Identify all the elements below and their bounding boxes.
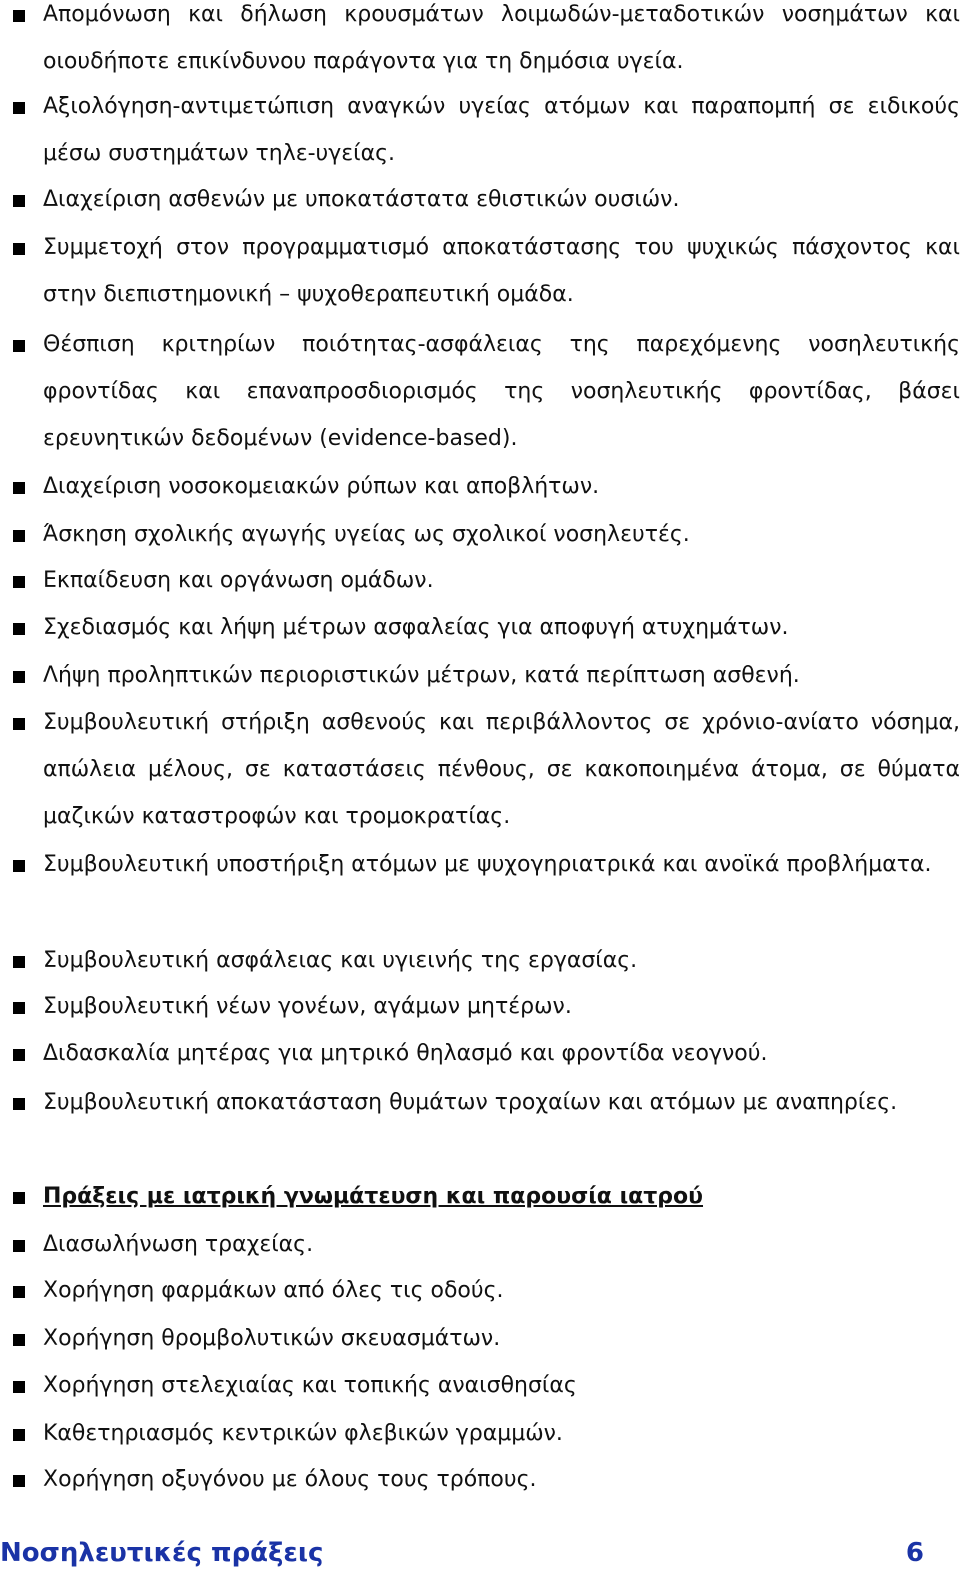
square-bullet-icon — [13, 1429, 25, 1441]
list-item-text: Διδασκαλία μητέρας για μητρικό θηλασμό και φροντίδα νεογνού. — [43, 1041, 768, 1066]
square-bullet-icon — [13, 102, 25, 114]
page-number: 6 — [905, 1538, 924, 1568]
square-bullet-icon — [13, 195, 25, 207]
list-item-text: Συμβουλευτική ασφάλειας και υγιεινής της εργασίας. — [43, 948, 638, 973]
list-item-text: Διασωλήνωση τραχείας. — [43, 1232, 314, 1257]
square-bullet-icon — [13, 1334, 25, 1346]
square-bullet-icon — [13, 340, 25, 352]
list-item-text: Χορήγηση θρομβολυτικών σκευασμάτων. — [43, 1326, 501, 1351]
list-item-text: Διαχείριση νοσοκομειακών ρύπων και αποβλήτων. — [43, 474, 600, 499]
list-item-text: Σχεδιασμός και λήψη μέτρων ασφαλείας για αποφυγή ατυχημάτων. — [43, 615, 789, 640]
list-item-text: Απομόνωση και δήλωση κρουσμάτων λοιμωδών-μεταδοτικών νοσημάτων και οιουδήποτε επικίνδυνου παράγοντα για τη δημόσια υγεία. — [43, 2, 960, 74]
square-bullet-icon — [13, 956, 25, 968]
square-bullet-icon — [13, 530, 25, 542]
list-item-text: Χορήγηση στελεχιαίας και τοπικής αναισθησίας — [43, 1373, 577, 1398]
list-item-text: Διαχείριση ασθενών με υποκατάστατα εθιστικών ουσιών. — [43, 187, 680, 212]
square-bullet-icon — [13, 623, 25, 635]
list-item-text: Συμβουλευτική στήριξη ασθενούς και περιβάλλοντος σε χρόνιο-ανίατο νόσημα, απώλεια μέλους, σε καταστάσεις πένθους, σε κακοποιημένα άτομα, σε θύματα μαζικών καταστροφών και τρομοκρατίας. — [43, 710, 960, 829]
square-bullet-icon — [13, 1286, 25, 1298]
list-item-text: Συμβουλευτική νέων γονέων, αγάμων μητέρων. — [43, 994, 572, 1019]
square-bullet-icon — [13, 1192, 25, 1204]
list-item-text: Χορήγηση οξυγόνου με όλους τους τρόπους. — [43, 1467, 537, 1492]
footer-title: Νοσηλευτικές πράξεις — [0, 1538, 324, 1568]
list-item-text: Εκπαίδευση και οργάνωση ομάδων. — [43, 568, 434, 593]
list-item-text: Λήψη προληπτικών περιοριστικών μέτρων, κατά περίπτωση ασθενή. — [43, 663, 800, 688]
list-item-text: Άσκηση σχολικής αγωγής υγείας ως σχολικοί νοσηλευτές. — [43, 522, 690, 547]
square-bullet-icon — [13, 482, 25, 494]
list-item-text: Χορήγηση φαρμάκων από όλες τις οδούς. — [43, 1278, 504, 1303]
square-bullet-icon — [13, 10, 25, 22]
square-bullet-icon — [13, 718, 25, 730]
list-item-text: Συμβουλευτική υποστήριξη ατόμων με ψυχογηριατρικά και ανοϊκά προβλήματα. — [43, 852, 932, 877]
square-bullet-icon — [13, 243, 25, 255]
square-bullet-icon — [13, 1240, 25, 1252]
list-item-text: Καθετηριασμός κεντρικών φλεβικών γραμμών. — [43, 1421, 563, 1446]
list-item-text: Συμβουλευτική αποκατάσταση θυμάτων τροχαίων και ατόμων με αναπηρίες. — [43, 1090, 898, 1115]
square-bullet-icon — [13, 671, 25, 683]
list-item-text: Θέσπιση κριτηρίων ποιότητας-ασφάλειας της παρεχόμενης νοσηλευτικής φροντίδας και επαναπροσδιορισμός της νοσηλευτικής φροντίδας, βάσει ερευνητικών δεδομένων (evidence-based). — [43, 332, 960, 451]
square-bullet-icon — [13, 1098, 25, 1110]
square-bullet-icon — [13, 860, 25, 872]
square-bullet-icon — [13, 1002, 25, 1014]
list-item-text: Συμμετοχή στον προγραμματισμό αποκατάστασης του ψυχικώς πάσχοντος και στην διεπιστημονική – ψυχοθεραπευτική ομάδα. — [43, 235, 960, 307]
square-bullet-icon — [13, 1475, 25, 1487]
list-item-text: Αξιολόγηση-αντιμετώπιση αναγκών υγείας ατόμων και παραπομπή σε ειδικούς μέσω συστημάτων τηλε-υγείας. — [43, 94, 960, 166]
square-bullet-icon — [13, 1049, 25, 1061]
square-bullet-icon — [13, 576, 25, 588]
section-heading-text: Πράξεις με ιατρική γνωμάτευση και παρουσία ιατρού — [43, 1184, 704, 1209]
square-bullet-icon — [13, 1381, 25, 1393]
